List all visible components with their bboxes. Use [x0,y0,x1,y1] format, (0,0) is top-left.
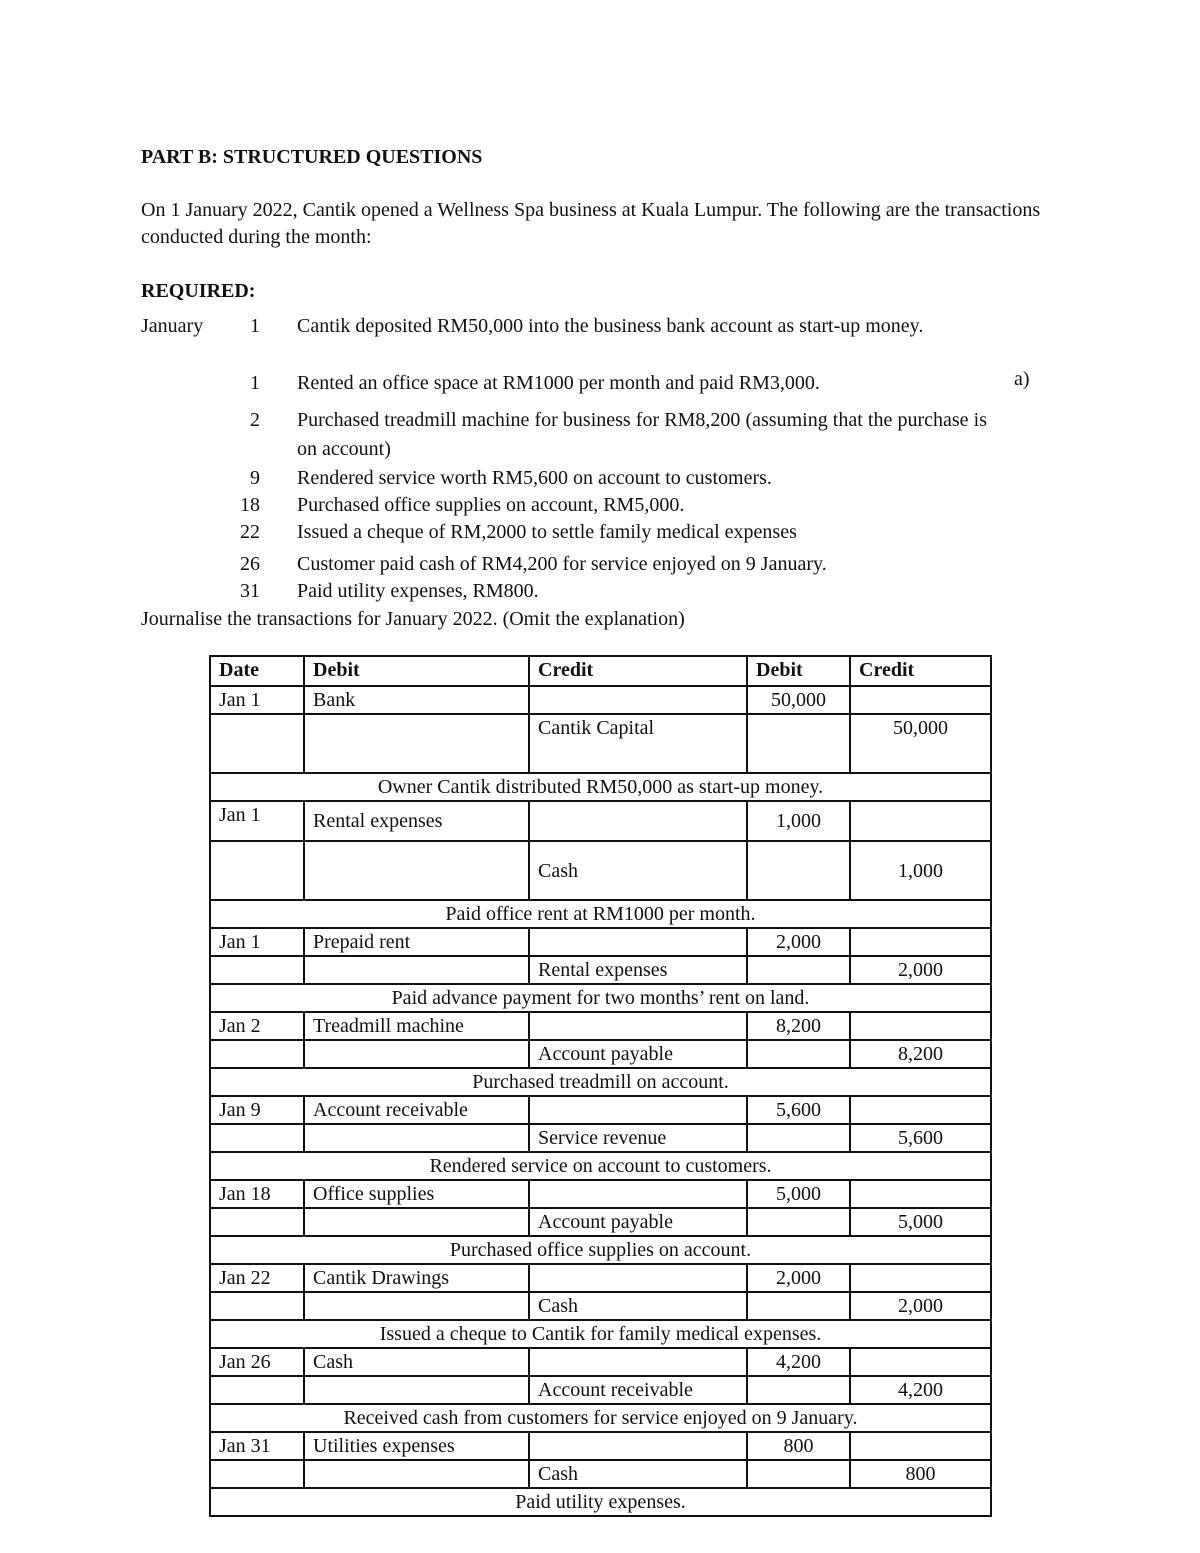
empty-cell [304,841,529,900]
debit-account: Office supplies [304,1180,529,1208]
intro-paragraph: On 1 January 2022, Cantik opened a Wellness Spa business at Kuala Lumpur. The following are the transactions conducted during the month: [141,199,1041,248]
debit-account: Prepaid rent [304,928,529,956]
debit-amount: 2,000 [747,928,850,956]
narration: Paid utility expenses. [210,1488,991,1516]
required-label: REQUIRED: [141,280,256,302]
part-marker: a) [1014,368,1030,390]
table-row [210,1040,991,1068]
debit-account: Cantik Drawings [304,1264,529,1292]
narration: Owner Cantik distributed RM50,000 as start-up money. [210,773,991,801]
transaction-text: Rendered service worth RM5,600 on account to customers. [297,467,772,489]
empty-cell [850,1432,991,1460]
narration: Received cash from customers for service enjoyed on 9 January. [210,1404,991,1432]
empty-cell [850,928,991,956]
transaction-text: Purchased office supplies on account, RM5,000. [297,494,685,516]
debit-account: Cash [304,1348,529,1376]
month-label: January [141,315,204,337]
empty-cell [747,1124,850,1152]
narration: Rendered service on account to customers. [210,1152,991,1180]
empty-cell [304,714,529,773]
empty-cell [304,1208,529,1236]
empty-cell [529,1012,747,1040]
empty-cell [850,801,991,841]
credit-amount: 8,200 [850,1040,991,1068]
empty-cell [210,1208,304,1236]
empty-cell [529,928,747,956]
empty-cell [850,1264,991,1292]
credit-amount: 800 [850,1460,991,1488]
table-row [210,1096,991,1124]
narration: Paid office rent at RM1000 per month. [210,900,991,928]
debit-amount: 50,000 [747,686,850,714]
table-row [210,1124,991,1152]
empty-cell [747,1208,850,1236]
empty-cell [747,841,850,900]
entry-date: Jan 2 [210,1012,304,1040]
empty-cell [304,1040,529,1068]
entry-date: Jan 31 [210,1432,304,1460]
empty-cell [850,686,991,714]
table-row [210,801,991,841]
empty-cell [210,714,304,773]
narration-row [210,1404,991,1432]
credit-account: Account payable [529,1040,747,1068]
credit-amount: 2,000 [850,956,991,984]
transaction-text: Purchased treadmill machine for business for RM8,200 (assuming that the purchase is on account) [297,409,987,460]
part-title: PART B: STRUCTURED QUESTIONS [141,146,483,168]
table-row [210,956,991,984]
entry-date: Jan 18 [210,1180,304,1208]
debit-amount: 800 [747,1432,850,1460]
empty-cell [304,1376,529,1404]
empty-cell [529,801,747,841]
empty-cell [210,1292,304,1320]
empty-cell [747,1376,850,1404]
transaction-text: Customer paid cash of RM4,200 for service enjoyed on 9 January. [297,553,827,575]
empty-cell [529,686,747,714]
empty-cell [210,956,304,984]
empty-cell [529,1096,747,1124]
transaction-text: Paid utility expenses, RM800. [297,580,539,602]
header-credit-account: Credit [529,656,747,686]
credit-amount: 1,000 [850,841,991,900]
credit-account: Cash [529,841,747,900]
table-row [210,1012,991,1040]
narration: Paid advance payment for two months’ rent on land. [210,984,991,1012]
credit-account: Cantik Capital [529,714,747,773]
empty-cell [747,1040,850,1068]
empty-cell [747,956,850,984]
empty-cell [747,714,850,773]
table-row [210,1432,991,1460]
empty-cell [529,1432,747,1460]
empty-cell [210,1460,304,1488]
credit-amount: 2,000 [850,1292,991,1320]
narration-row [210,1068,991,1096]
table-row [210,928,991,956]
entry-date: Jan 22 [210,1264,304,1292]
transaction-day: 2 [250,409,260,431]
debit-amount: 5,000 [747,1180,850,1208]
narration: Purchased office supplies on account. [210,1236,991,1264]
table-row [210,841,991,900]
table-header-row [210,656,991,686]
header-credit-amount: Credit [850,656,991,686]
empty-cell [304,1124,529,1152]
table-row [210,686,991,714]
debit-account: Rental expenses [304,801,529,841]
debit-amount: 4,200 [747,1348,850,1376]
transaction-text: Rented an office space at RM1000 per month and paid RM3,000. [297,372,820,394]
debit-account: Bank [304,686,529,714]
empty-cell [850,1096,991,1124]
table-row [210,1292,991,1320]
transaction-day: 18 [240,494,260,516]
empty-cell [747,1292,850,1320]
credit-account: Rental expenses [529,956,747,984]
transaction-day: 26 [240,553,260,575]
debit-account: Account receivable [304,1096,529,1124]
credit-account: Account receivable [529,1376,747,1404]
debit-amount: 1,000 [747,801,850,841]
credit-account: Cash [529,1292,747,1320]
debit-amount: 5,600 [747,1096,850,1124]
empty-cell [850,1348,991,1376]
debit-account: Treadmill machine [304,1012,529,1040]
narration-row [210,773,991,801]
instruction: Journalise the transactions for January 2022. (Omit the explanation) [141,608,685,630]
header-debit-amount: Debit [747,656,850,686]
empty-cell [529,1180,747,1208]
narration-row [210,1236,991,1264]
empty-cell [529,1348,747,1376]
credit-account: Service revenue [529,1124,747,1152]
transaction-text: Issued a cheque of RM,2000 to settle family medical expenses [297,521,797,543]
empty-cell [210,1376,304,1404]
empty-cell [210,1040,304,1068]
narration: Purchased treadmill on account. [210,1068,991,1096]
transaction-text: Cantik deposited RM50,000 into the business bank account as start-up money. [297,315,924,337]
empty-cell [210,841,304,900]
empty-cell [850,1012,991,1040]
narration: Issued a cheque to Cantik for family medical expenses. [210,1320,991,1348]
debit-account: Utilities expenses [304,1432,529,1460]
narration-row [210,900,991,928]
credit-account: Account payable [529,1208,747,1236]
transaction-day: 1 [250,372,260,394]
empty-cell [304,1292,529,1320]
credit-account: Cash [529,1460,747,1488]
narration-row [210,1488,991,1516]
entry-date: Jan 26 [210,1348,304,1376]
table-row [210,1180,991,1208]
empty-cell [747,1460,850,1488]
journal-table [209,655,992,1517]
empty-cell [850,1180,991,1208]
transaction-day: 31 [240,580,260,602]
transaction-day: 22 [240,521,260,543]
table-row [210,714,991,773]
empty-cell [304,1460,529,1488]
entry-date: Jan 1 [210,801,304,841]
entry-date: Jan 1 [210,686,304,714]
narration-row [210,1152,991,1180]
debit-amount: 2,000 [747,1264,850,1292]
table-row [210,1376,991,1404]
table-row [210,1460,991,1488]
transaction-day: 1 [250,315,260,337]
narration-row [210,1320,991,1348]
empty-cell [210,1124,304,1152]
credit-amount: 4,200 [850,1376,991,1404]
empty-cell [304,956,529,984]
credit-amount: 5,000 [850,1208,991,1236]
table-row [210,1348,991,1376]
table-row [210,1264,991,1292]
debit-amount: 8,200 [747,1012,850,1040]
credit-amount: 5,600 [850,1124,991,1152]
header-date: Date [210,656,304,686]
narration-row [210,984,991,1012]
header-debit-account: Debit [304,656,529,686]
entry-date: Jan 1 [210,928,304,956]
empty-cell [529,1264,747,1292]
credit-amount: 50,000 [850,714,991,773]
transaction-day: 9 [250,467,260,489]
entry-date: Jan 9 [210,1096,304,1124]
table-row [210,1208,991,1236]
